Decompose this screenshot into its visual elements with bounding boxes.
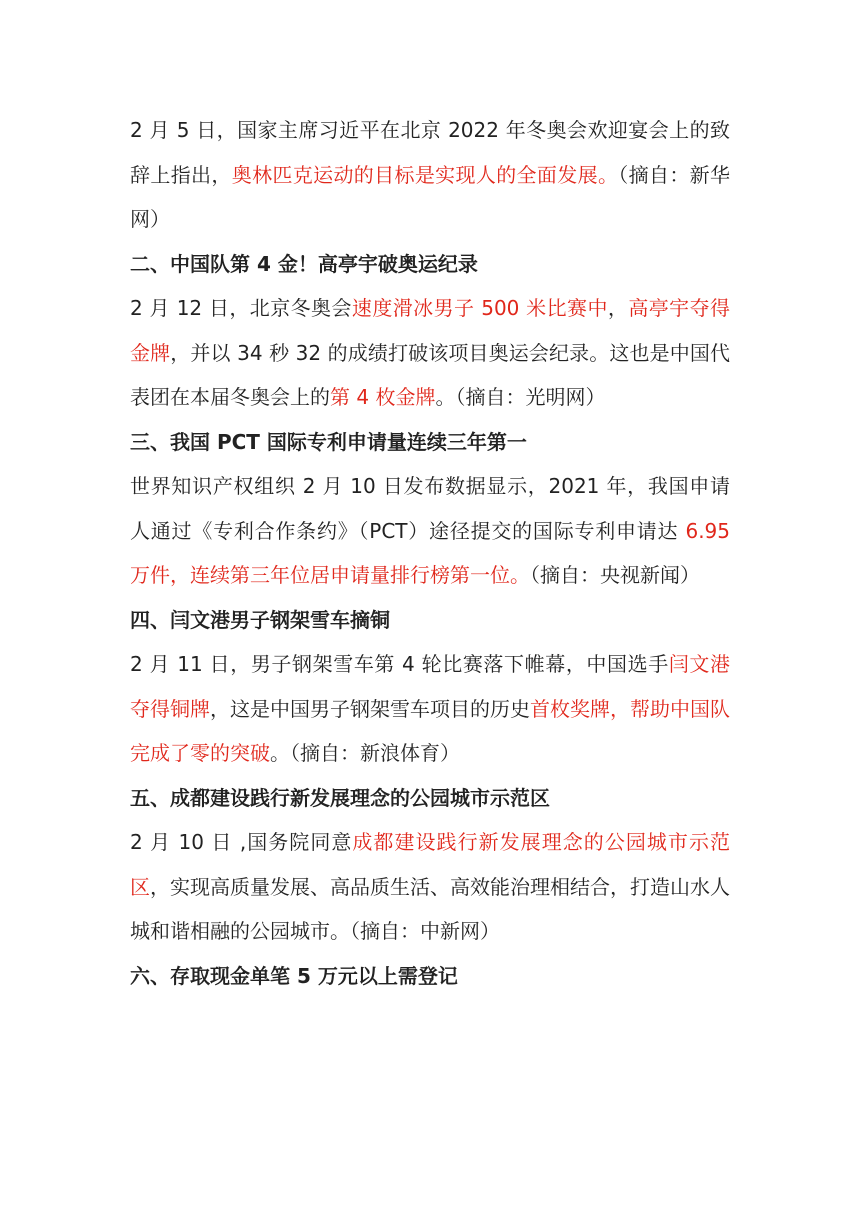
text-run: 2 月 11 日，男子钢架雪车第 4 轮比赛落下帷幕，中国选手 xyxy=(130,652,669,676)
highlight-run: 首枚奖牌，帮助中国队完成了零的突破 xyxy=(130,696,730,765)
heading-chengdu-park-city: 五、成都建设践行新发展理念的公园城市示范区 xyxy=(130,785,550,810)
highlight-run: 速度滑冰男子 500 米比赛中 xyxy=(351,296,608,320)
heading-cash-registration: 六、存取现金单笔 5 万元以上需登记 xyxy=(130,963,458,988)
highlight-run: 成都建设践行新发展理念的公园城市示范区 xyxy=(130,830,730,899)
source-citation: （摘自：新华网） xyxy=(130,162,731,231)
paragraph-patent-applications xyxy=(130,464,730,598)
heading-gao-tingyu: 二、中国队第 4 金！高亭宇破奥运纪录 xyxy=(130,251,478,276)
document-page xyxy=(130,108,730,998)
paragraph-skeleton xyxy=(130,642,730,776)
text-run: 2 月 10 日 ,国务院同意 xyxy=(130,830,353,854)
text-run: 2 月 12 日，北京冬奥会 xyxy=(130,296,352,320)
highlight-run: 6.95 万件，连续第三年位居申请量排行榜第一位。 xyxy=(130,518,730,587)
source-citation: （摘自：央视新闻） xyxy=(530,563,700,587)
text-run: 2 月 5 日，国家主席习近平在北京 2022 年冬奥会欢迎宴会上的致辞上指出， xyxy=(130,118,730,187)
text-run: ， xyxy=(607,296,629,320)
paragraph-olympic-dinner xyxy=(130,108,730,242)
source-citation: 。（摘自：新浪体育） xyxy=(270,741,460,765)
highlight-run: 闫文港夺得铜牌 xyxy=(130,652,731,721)
highlight-run: 高亭宇夺得金牌 xyxy=(130,296,731,365)
text-run: ，并以 34 秒 32 的成绩打破该项目奥运会纪录。这也是中国代表团在本届冬奥会上的 xyxy=(130,340,731,409)
heading-skeleton-bronze: 四、闫文港男子钢架雪车摘铜 xyxy=(130,607,390,632)
text-run: ，这是中国男子钢架雪车项目的历史 xyxy=(210,696,530,721)
text-run: 世界知识产权组织 2 月 10 日发布数据显示，2021 年，我国申请人通过《专利合作条约》（PCT）途径提交的国际专利申请达 xyxy=(130,474,730,543)
highlight-run: 奥林匹克运动的目标是实现人的全面发展。 xyxy=(231,162,619,187)
heading-pct-patents: 三、我国 PCT 国际专利申请量连续三年第一 xyxy=(130,429,527,454)
source-citation: 。（摘自：光明网） xyxy=(435,385,606,409)
paragraph-speed-skating xyxy=(130,286,730,420)
paragraph-chengdu xyxy=(130,820,730,954)
highlight-run: 第 4 枚金牌 xyxy=(330,385,436,409)
text-run: ，实现高质量发展、高品质生活、高效能治理相结合，打造山水人城和谐相融的公园城市。（摘自：中新网） xyxy=(130,874,730,943)
